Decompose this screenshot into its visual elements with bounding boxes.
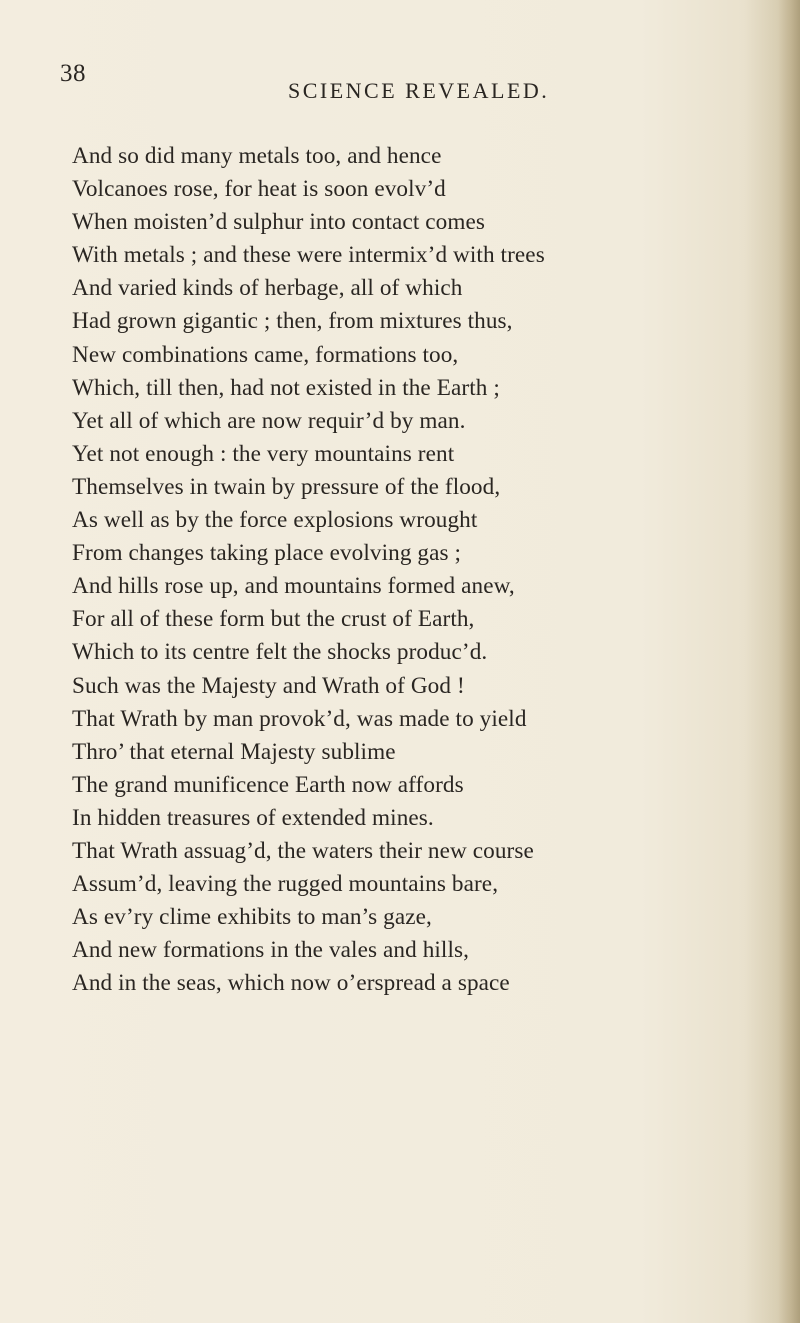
poem-line: Thro’ that eternal Majesty sublime: [72, 738, 396, 765]
poem-line: With metals ; and these were intermix’d with trees: [72, 242, 545, 269]
poem-line: When moisten’d sulphur into contact comes: [72, 209, 486, 236]
running-head: SCIENCE REVEALED.: [288, 78, 550, 103]
poem-line: Assum’d, leaving the rugged mountains bare,: [72, 871, 499, 898]
poem-line: Such was the Majesty and Wrath of God !: [72, 672, 465, 699]
poem-line: Which to its centre felt the shocks produc’d.: [72, 639, 488, 666]
poem-line: And varied kinds of herbage, all of which: [72, 275, 463, 302]
poem-line: New combinations came, formations too,: [72, 341, 459, 368]
poem-line: As ev’ry clime exhibits to man’s gaze,: [72, 904, 432, 931]
poem-line: And so did many metals too, and hence: [72, 143, 442, 169]
poem-line: And hills rose up, and mountains formed anew,: [72, 573, 515, 600]
page-header: [0, 0, 800, 110]
poem-line: Yet all of which are now requir’d by man.: [72, 407, 466, 434]
poem-line: And in the seas, which now o’erspread a space: [72, 970, 510, 997]
poem-line: In hidden treasures of extended mines.: [72, 804, 434, 831]
poem-line: As well as by the force explosions wrought: [72, 507, 478, 534]
poem-line: And new formations in the vales and hills,: [72, 937, 470, 964]
poem-line: Yet not enough : the very mountains rent: [72, 440, 455, 467]
poem-line: Themselves in twain by pressure of the flood,: [72, 473, 501, 500]
poem-line: That Wrath by man provok’d, was made to yield: [72, 705, 527, 732]
page-edge-shadow: [778, 0, 800, 1323]
poem-line: From changes taking place evolving gas ;: [72, 540, 462, 567]
poem-line: Had grown gigantic ; then, from mixtures thus,: [72, 308, 513, 335]
poem-line: Which, till then, had not existed in the Earth ;: [72, 374, 500, 401]
poem-line: Volcanoes rose, for heat is soon evolv’d: [72, 176, 446, 203]
poem-body: [72, 140, 772, 1000]
poem-line: The grand munificence Earth now affords: [72, 771, 464, 798]
page-number: 38: [60, 60, 86, 87]
poem-line: That Wrath assuag’d, the waters their new course: [72, 837, 534, 864]
poem-line: For all of these form but the crust of Earth,: [72, 606, 475, 633]
